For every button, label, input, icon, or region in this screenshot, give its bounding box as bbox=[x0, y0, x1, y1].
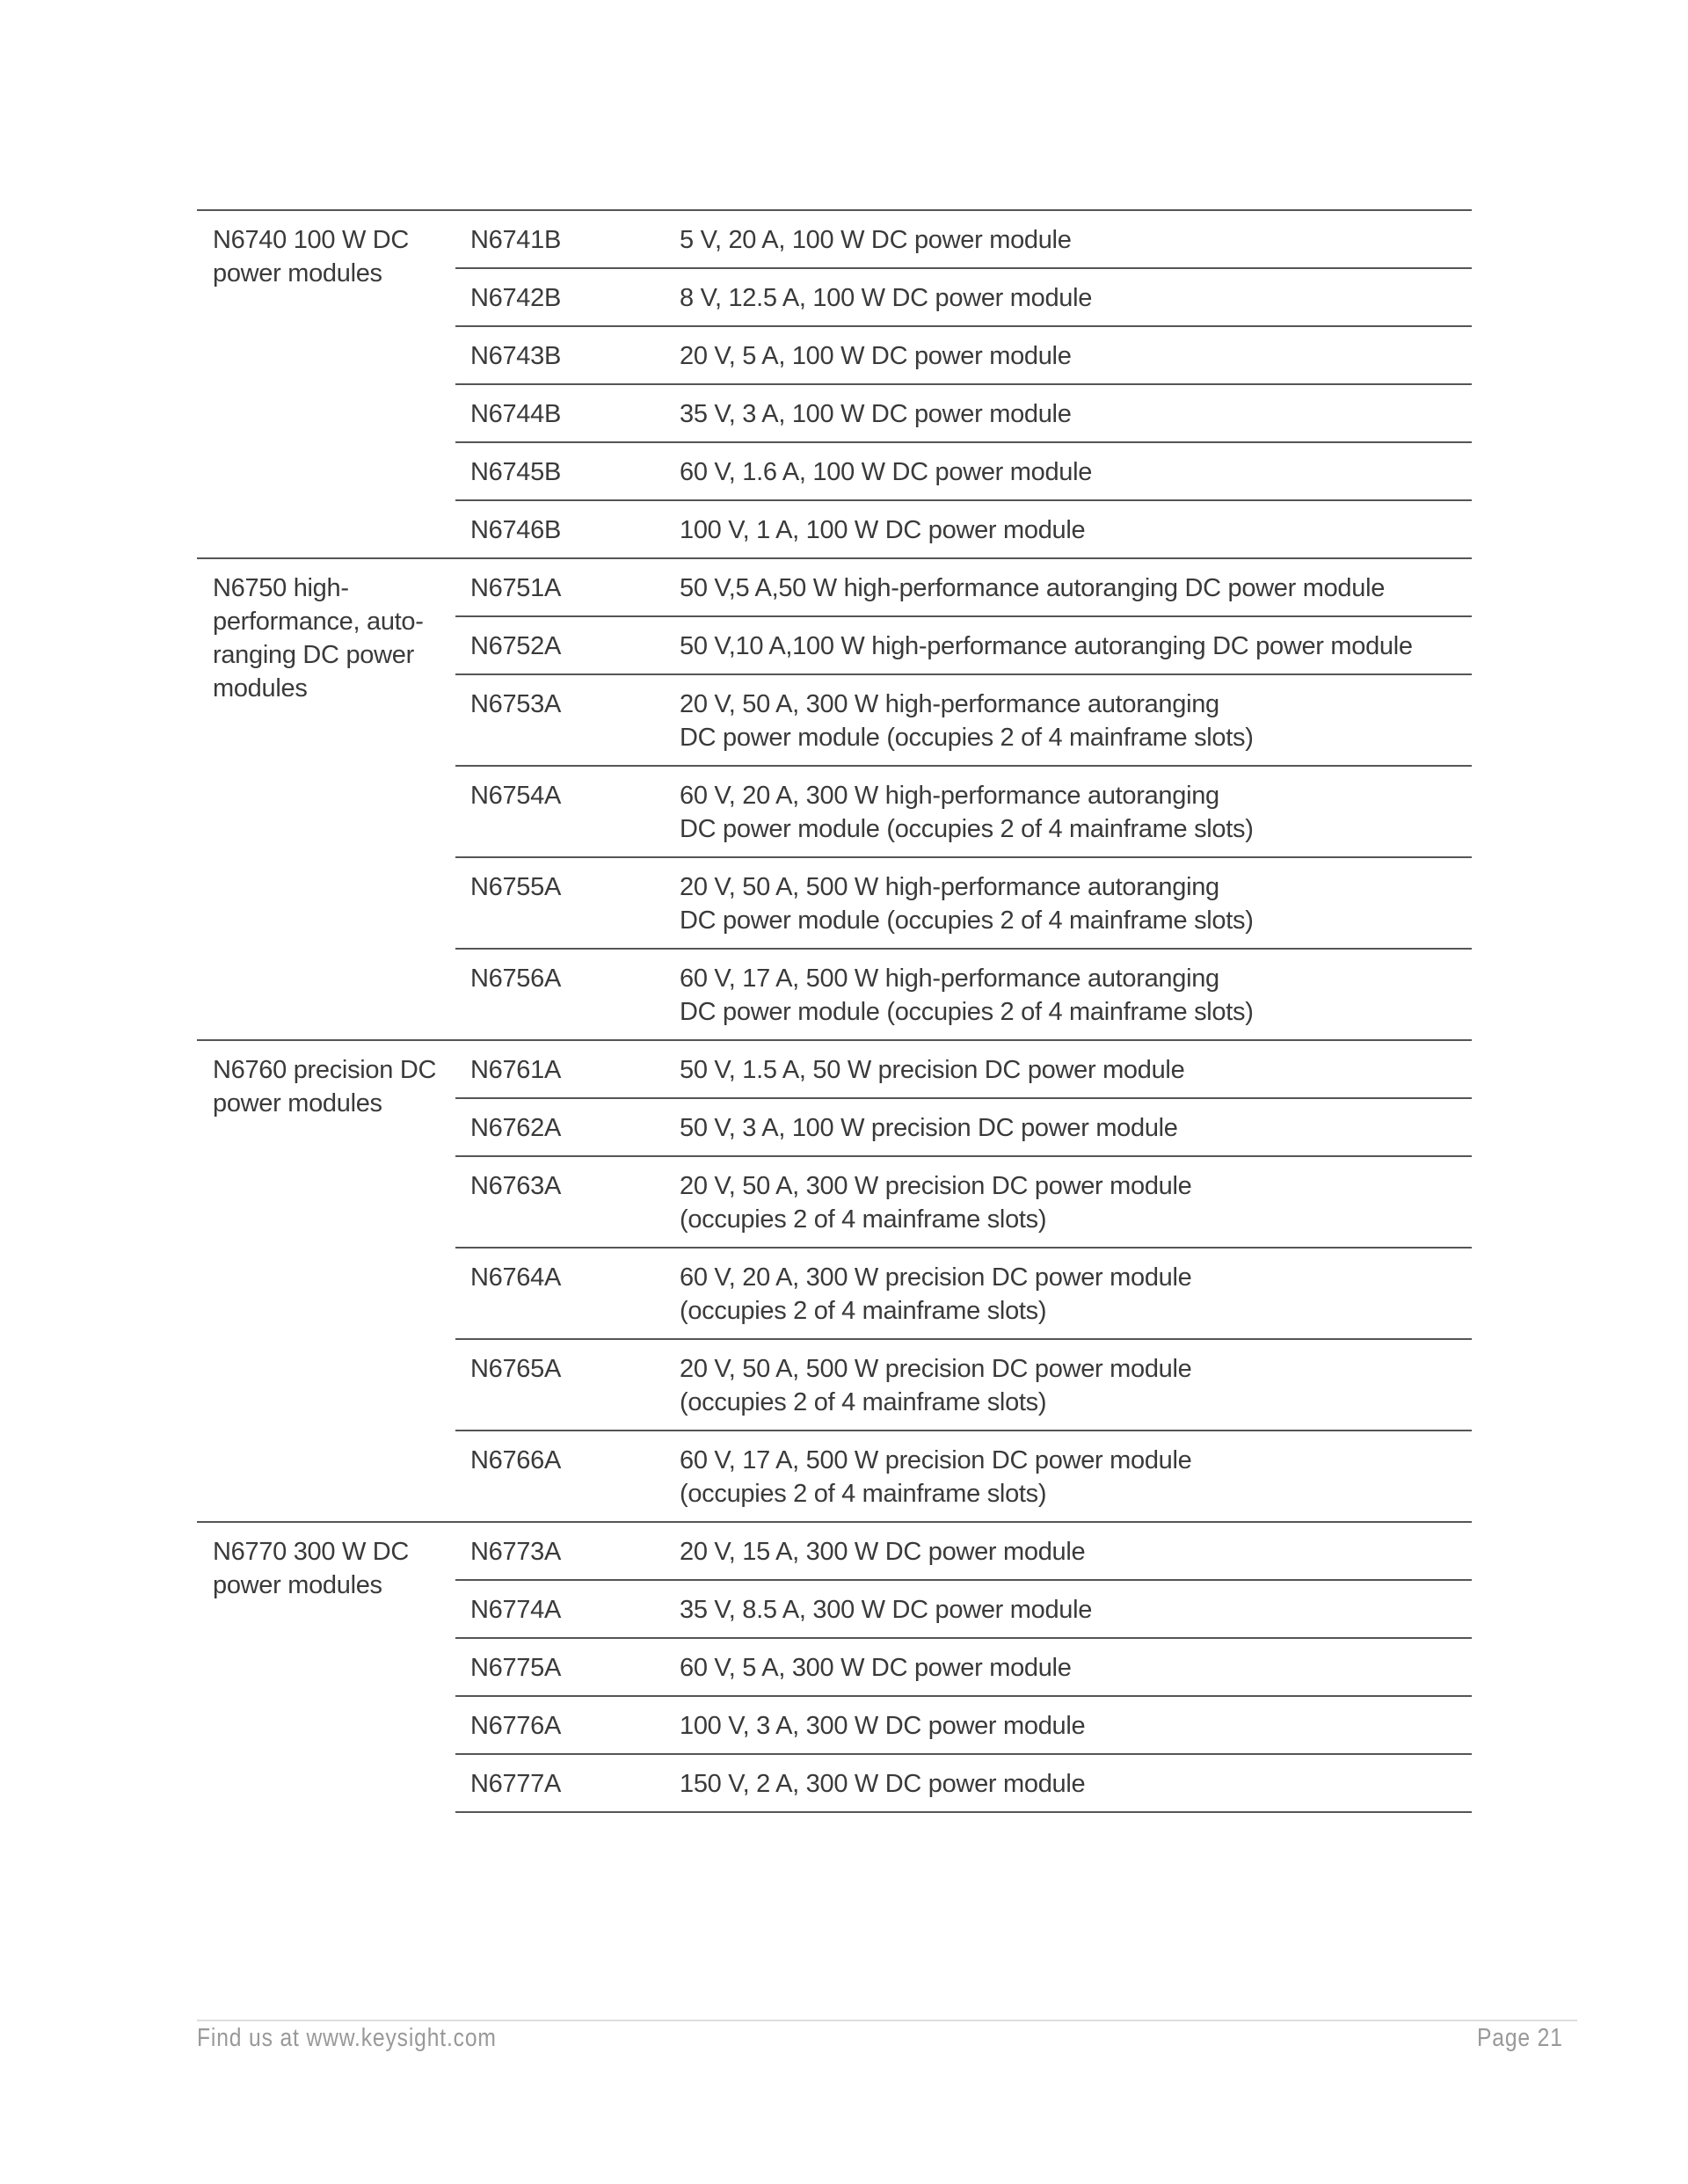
model-number: N6742B bbox=[455, 268, 666, 326]
model-description bbox=[666, 1522, 1472, 1580]
description-line: DC power module (occupies 2 of 4 mainframe slots) bbox=[680, 906, 1254, 935]
description-line: 50 V, 3 A, 100 W precision DC power module bbox=[680, 1114, 1178, 1142]
model-description bbox=[666, 1098, 1472, 1156]
model-number: N6753A bbox=[455, 674, 666, 766]
description-line: (occupies 2 of 4 mainframe slots) bbox=[680, 1297, 1047, 1325]
model-number: N6775A bbox=[455, 1638, 666, 1696]
table-row bbox=[197, 558, 1472, 616]
model-description bbox=[666, 442, 1472, 500]
model-description bbox=[666, 1580, 1472, 1638]
model-description bbox=[666, 766, 1472, 857]
description-line: 20 V, 50 A, 300 W precision DC power module bbox=[680, 1172, 1192, 1200]
description-line: 50 V, 1.5 A, 50 W precision DC power module bbox=[680, 1056, 1185, 1084]
description-line: 100 V, 1 A, 100 W DC power module bbox=[680, 516, 1086, 544]
model-description bbox=[666, 326, 1472, 384]
description-line: 35 V, 3 A, 100 W DC power module bbox=[680, 400, 1072, 428]
description-line: DC power module (occupies 2 of 4 mainframe slots) bbox=[680, 724, 1254, 752]
model-description bbox=[666, 1754, 1472, 1812]
model-description bbox=[666, 210, 1472, 268]
model-description bbox=[666, 500, 1472, 558]
description-line: 50 V,5 A,50 W high-performance autoranging DC power module bbox=[680, 574, 1386, 602]
model-number: N6764A bbox=[455, 1248, 666, 1339]
description-line: 5 V, 20 A, 100 W DC power module bbox=[680, 226, 1072, 254]
model-number: N6751A bbox=[455, 558, 666, 616]
description-line: (occupies 2 of 4 mainframe slots) bbox=[680, 1480, 1047, 1508]
description-line: 8 V, 12.5 A, 100 W DC power module bbox=[680, 284, 1093, 312]
description-line: 150 V, 2 A, 300 W DC power module bbox=[680, 1770, 1086, 1798]
description-line: 35 V, 8.5 A, 300 W DC power module bbox=[680, 1596, 1093, 1624]
model-number: N6743B bbox=[455, 326, 666, 384]
model-description bbox=[666, 1156, 1472, 1248]
model-number: N6776A bbox=[455, 1696, 666, 1754]
model-description bbox=[666, 949, 1472, 1040]
model-number: N6773A bbox=[455, 1522, 666, 1580]
description-line: 60 V, 20 A, 300 W high-performance autoranging bbox=[680, 782, 1219, 810]
group-name: N6750 high-performance, auto-ranging DC power modules bbox=[197, 558, 455, 1040]
footer-divider bbox=[197, 2020, 1577, 2021]
description-line: (occupies 2 of 4 mainframe slots) bbox=[680, 1388, 1047, 1416]
model-number: N6746B bbox=[455, 500, 666, 558]
description-line: 60 V, 5 A, 300 W DC power module bbox=[680, 1654, 1072, 1682]
table-row bbox=[197, 210, 1472, 268]
model-description bbox=[666, 1696, 1472, 1754]
model-number: N6755A bbox=[455, 857, 666, 949]
description-line: 60 V, 1.6 A, 100 W DC power module bbox=[680, 458, 1093, 486]
model-number: N6744B bbox=[455, 384, 666, 442]
model-number: N6763A bbox=[455, 1156, 666, 1248]
description-line: 20 V, 50 A, 500 W precision DC power module bbox=[680, 1355, 1192, 1383]
group-name: N6740 100 W DC power modules bbox=[197, 210, 455, 558]
description-line: 50 V,10 A,100 W high-performance autoranging DC power module bbox=[680, 632, 1413, 660]
description-line: 20 V, 50 A, 300 W high-performance autoranging bbox=[680, 690, 1219, 718]
description-line: DC power module (occupies 2 of 4 mainframe slots) bbox=[680, 815, 1254, 843]
page-number: Page 21 bbox=[1477, 2024, 1563, 2052]
model-number: N6761A bbox=[455, 1040, 666, 1098]
model-number: N6756A bbox=[455, 949, 666, 1040]
model-number: N6774A bbox=[455, 1580, 666, 1638]
model-description bbox=[666, 384, 1472, 442]
group-name: N6760 precision DC power modules bbox=[197, 1040, 455, 1522]
group-name: N6770 300 W DC power modules bbox=[197, 1522, 455, 1812]
description-line: 20 V, 5 A, 100 W DC power module bbox=[680, 342, 1072, 370]
footer-website: Find us at www.keysight.com bbox=[197, 2024, 497, 2052]
description-line: (occupies 2 of 4 mainframe slots) bbox=[680, 1205, 1047, 1234]
model-number: N6741B bbox=[455, 210, 666, 268]
model-description bbox=[666, 1339, 1472, 1431]
description-line: 60 V, 17 A, 500 W high-performance autoranging bbox=[680, 965, 1219, 993]
model-description bbox=[666, 857, 1472, 949]
description-line: 20 V, 15 A, 300 W DC power module bbox=[680, 1538, 1086, 1566]
model-description bbox=[666, 1638, 1472, 1696]
model-description bbox=[666, 1431, 1472, 1522]
table-row bbox=[197, 1522, 1472, 1580]
model-description bbox=[666, 1040, 1472, 1098]
description-line: 60 V, 20 A, 300 W precision DC power module bbox=[680, 1263, 1192, 1292]
description-line: DC power module (occupies 2 of 4 mainframe slots) bbox=[680, 998, 1254, 1026]
model-description bbox=[666, 558, 1472, 616]
description-line: 20 V, 50 A, 500 W high-performance autoranging bbox=[680, 873, 1219, 901]
table-row bbox=[197, 1040, 1472, 1098]
description-line: 100 V, 3 A, 300 W DC power module bbox=[680, 1712, 1086, 1740]
model-description bbox=[666, 674, 1472, 766]
model-number: N6777A bbox=[455, 1754, 666, 1812]
model-number: N6754A bbox=[455, 766, 666, 857]
model-description bbox=[666, 268, 1472, 326]
model-description bbox=[666, 616, 1472, 674]
model-number: N6752A bbox=[455, 616, 666, 674]
model-number: N6762A bbox=[455, 1098, 666, 1156]
model-description bbox=[666, 1248, 1472, 1339]
model-number: N6766A bbox=[455, 1431, 666, 1522]
description-line: 60 V, 17 A, 500 W precision DC power module bbox=[680, 1446, 1192, 1474]
model-number: N6765A bbox=[455, 1339, 666, 1431]
model-number: N6745B bbox=[455, 442, 666, 500]
power-module-table bbox=[197, 209, 1472, 1813]
